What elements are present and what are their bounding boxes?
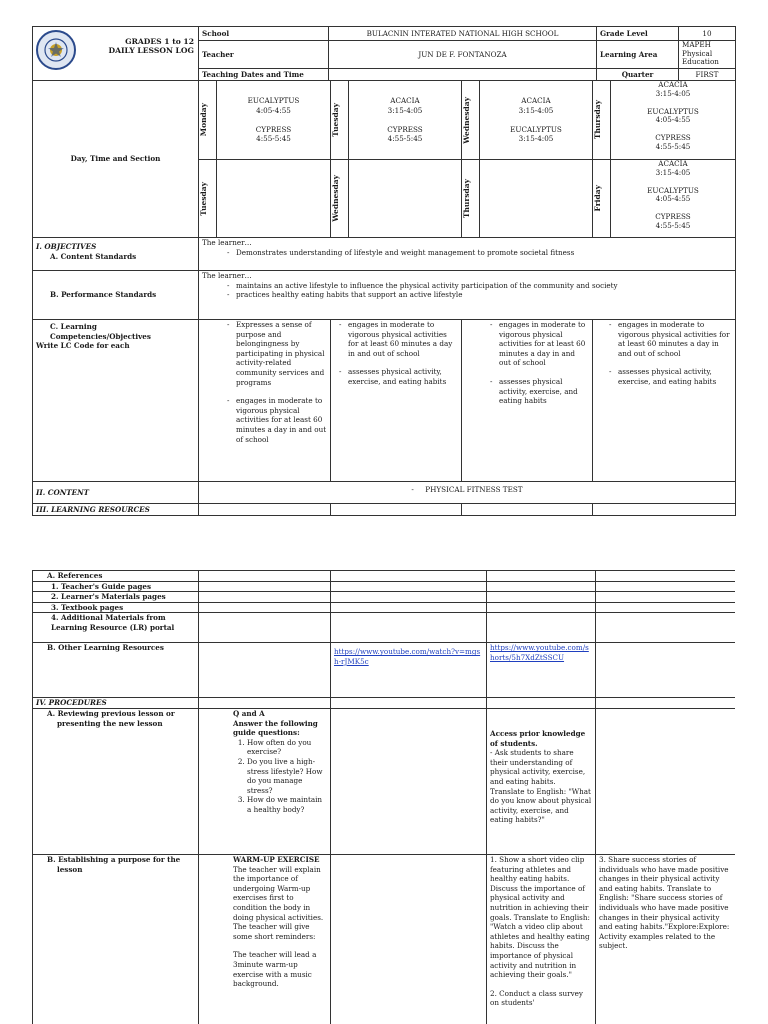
learning-area-label: Learning Area [597,41,679,69]
resources-procedures-table [32,570,735,1024]
quarter-value: FIRST [679,69,736,81]
logo-title-cell [33,27,199,81]
performance-standards-label-cell: B. Performance Standards [33,271,199,320]
textbook-pages-label: 3. Textbook pages [33,602,199,613]
deped-seal-icon [33,27,79,70]
schedule-thursday-2 [480,160,593,238]
content-value-cell: - PHYSICAL FITNESS TEST [199,482,736,504]
objectives-label: I. OBJECTIVES [36,242,97,251]
day-wednesday-2: Wednesday [331,160,349,238]
schedule-tuesday-2 [217,160,331,238]
lesson-log-page-1 [32,26,735,516]
procedures-label: IV. PROCEDURES [33,698,199,709]
video-link-2[interactable]: https://www.youtube.com/shorts/5h7XdZtSSCU [490,643,589,662]
school-label: School [199,27,329,41]
day-thursday-2: Thursday [462,160,480,238]
schedule-wednesday: ACACIA 3:15-4:05 EUCALYPTUS 3:15-4:05 [480,81,593,160]
procedure-a-col3: Access prior knowledge of students. - Ask students to share their understanding of physical activity, exercise, and eating habits. Translate to English: "What do you know about physical activity, exercise, and eating habits?" [487,708,596,854]
procedure-a-label: A. Reviewing previous lesson or presenting the new lesson [33,708,199,854]
tg-pages-label: 1. Teacher's Guide pages [33,581,199,592]
procedure-b-col3: 1. Show a short video clip featuring athletes and healthy eating habits. Discuss the importance of physical activity and nutrition in achieving their goals. Translate to English: "Watch a video clip about athletes and healthy eating habits. Discuss the importance of physical activity and nutrition in achieving their goals." 2. Conduct a class survey on students' [487,854,596,1024]
additional-materials-label: 4. Additional Materials from Learning Resource (LR) portal [33,613,199,643]
procedure-a-col1: Q and A Answer the following guide questions: 1. How often do you exercise? 2. Do you live a high-stress lifestyle? How do you manage stress? 3. How do we maintain a healthy body? [199,708,331,854]
competencies-col2: - engages in moderate to vigorous physical activities for at least 60 minutes a day in and out of school - assesses physical activity, exercise, and eating habits [331,320,462,482]
schedule-monday: EUCALYPTUS 4:05-4:55 CYPRESS 4:55-5:45 [217,81,331,160]
schedule-wednesday-2 [349,160,462,238]
procedure-b-col1: WARM-UP EXERCISE The teacher will explain the importance of undergoing Warm-up exercises first to condition the body in doing physical activities. The teacher will give some short reminders: The teacher will lead a 3minute warm-up exercise with a music background. [199,854,331,1024]
day-friday: Friday [593,160,611,238]
procedure-b-col4: 3. Share success stories of individuals who have made positive changes in their physical activity and eating habits. Translate to English: "Share success stories of individuals who have made positive changes in their physical activity and eating habits."Explore:Explore: Activity examples related to the subject. [596,854,736,1024]
performance-standard-item: - practices healthy eating habits that support an active lifestyle [236,290,732,300]
day-tuesday-2: Tuesday [199,160,217,238]
quarter-label: Quarter [597,69,679,81]
dates-value [329,69,597,81]
lesson-log-page-2 [32,570,735,1024]
video-link-1[interactable]: https://www.youtube.com/watch?v=mgsh-rJMK5c [334,647,481,666]
grade-level-value: 10 [679,27,736,41]
day-tuesday: Tuesday [331,81,349,160]
procedure-a-col4 [596,708,736,854]
grade-level-label: Grade Level [597,27,679,41]
other-resources-label: B. Other Learning Resources [33,643,199,698]
schedule-label: Day, Time and Section [33,81,199,238]
grades-label: GRADES 1 to 12 [125,37,194,46]
learning-area-value: MAPEH Physical Education [679,41,736,69]
log-title: DAILY LESSON LOG [108,46,194,55]
schedule-friday: ACACIA 3:15-4:05 EUCALYPTUS 4:05-4:55 CYPRESS 4:55-5:45 [611,160,736,238]
teacher-label: Teacher [199,41,329,69]
performance-standard-item: - maintains an active lifestyle to influence the physical activity participation of the community and society [236,281,732,291]
day-monday: Monday [199,81,217,160]
references-label: A. References [33,571,199,582]
competencies-label-cell: C. Learning Competencies/Objectives Write LC Code for each [33,320,199,482]
content-value: PHYSICAL FITNESS TEST [425,485,523,494]
school-value: BULACNIN INTERATED NATIONAL HIGH SCHOOL [329,27,597,41]
procedure-b-label: B. Establishing a purpose for the lesson [33,854,199,1024]
day-thursday: Thursday [593,81,611,160]
content-standards-cell: The learner… - Demonstrates understanding of lifestyle and weight management to promote societal fitness [199,238,736,271]
competencies-col4: - engages in moderate to vigorous physical activities for at least 60 minutes a day in and out of school - assesses physical activity, exercise, and eating habits [593,320,736,482]
content-standard: - Demonstrates understanding of lifestyle and weight management to promote societal fitness [236,248,732,258]
day-wednesday: Wednesday [462,81,480,160]
competencies-col3: - engages in moderate to vigorous physical activities for at least 60 minutes a day in and out of school - assesses physical activity, exercise, and eating habits [462,320,593,482]
procedure-a-col2 [331,708,487,854]
header-table [32,26,736,81]
content-label: II. CONTENT [33,482,199,504]
teacher-value: JUN DE F. FONTANOZA [329,41,597,69]
schedule-thursday: ACACIA 3:15-4:05 EUCALYPTUS 4:05-4:55 CYPRESS 4:55-5:45 [611,81,736,160]
content-standards-label: A. Content Standards [50,251,137,261]
performance-standards-cell: The learner… - maintains an active lifestyle to influence the physical activity participation of the community and society - practices healthy eating habits that support an active lifestyle [199,271,736,320]
dates-label: Teaching Dates and Time [199,69,329,81]
learning-resources-label: III. LEARNING RESOURCES [33,504,199,516]
objectives-label-cell [33,238,199,271]
lm-pages-label: 2. Learner's Materials pages [33,592,199,603]
main-table [32,80,736,516]
competencies-col1: - Expresses a sense of purpose and belongingness by participating in physical activity-related community services and programs - engages in moderate to vigorous physical activities for at least 60 minutes a day in and out of school [199,320,331,482]
schedule-tuesday: ACACIA 3:15-4:05 CYPRESS 4:55-5:45 [349,81,462,160]
procedure-b-col2 [331,854,487,1024]
